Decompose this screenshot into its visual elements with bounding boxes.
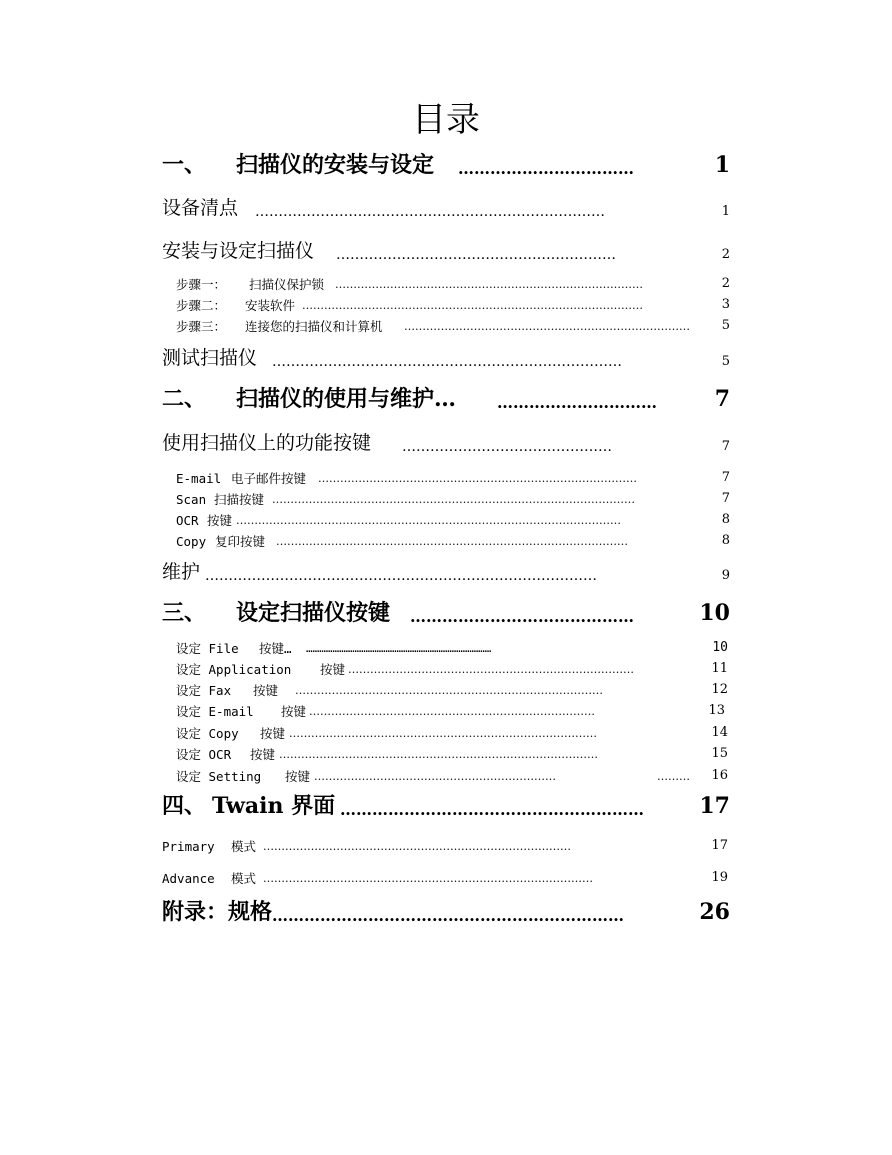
leader-dots: …………………………………………………… [336, 246, 616, 263]
mode-label: Advance [162, 870, 215, 886]
button-label: Copy [176, 533, 207, 549]
button-label: E-mail [176, 470, 222, 486]
setting-title: 按键 [320, 661, 346, 677]
leader-dots: ………………………………………………………… [272, 905, 624, 925]
leader-dots: ………………………………………………… [340, 799, 644, 819]
section-number: 四、 [162, 792, 207, 819]
toc-entry-equipment-check[interactable] [0, 192, 892, 220]
toc-section-4[interactable] [0, 791, 892, 819]
leader-dots: …………………………………………………………………………… [279, 748, 598, 762]
page-number: 14 [711, 725, 728, 741]
toc-button-copy[interactable] [0, 521, 892, 549]
step-title: 安装软件 [245, 297, 296, 313]
leader-dots: ………………………………………………………………………… [306, 642, 492, 656]
toc-entry-install-setup[interactable] [0, 235, 892, 263]
leader-dots: …………………………………………………………………… [348, 663, 634, 677]
toc-mode-primary[interactable] [0, 826, 892, 854]
leader-dots: ………………………………………………………………………… [335, 278, 643, 292]
page-number: 7 [721, 470, 730, 486]
page-number: 3 [721, 297, 730, 313]
mode-title: 模式 [231, 838, 257, 854]
toc-setting-setting[interactable] [0, 756, 892, 784]
toc-section-3[interactable] [0, 598, 892, 626]
step-label: 步骤二： [176, 297, 227, 313]
section-title: 扫描仪的安装与设定 [236, 151, 435, 178]
toc-entry-maintenance[interactable] [0, 556, 892, 584]
button-label: Scan [176, 491, 207, 507]
page-number: 26 [699, 898, 730, 925]
section-number: 二、 [162, 385, 207, 412]
section-title: Twain 界面 [212, 792, 336, 819]
page-number: 15 [711, 746, 728, 762]
page-number: 5 [721, 354, 730, 370]
page-number: 7 [721, 491, 730, 507]
leader-dots: …………………………………………………………………………………… [276, 535, 628, 549]
page-number: 13 [708, 703, 725, 719]
page-number: 19 [711, 870, 728, 886]
entry-title: 设备清点 [162, 197, 239, 220]
page-number: 16 [711, 768, 728, 784]
setting-label: 设定 Setting [176, 768, 262, 784]
entry-title: 维护 [162, 561, 201, 584]
entry-title: 使用扫描仪上的功能按键 [162, 432, 372, 455]
step-label: 步骤三： [176, 318, 227, 334]
mode-title: 模式 [231, 870, 257, 886]
step-title: 连接您的扫描仪和计算机 [245, 318, 383, 334]
leader-dots: ………………………… [497, 392, 657, 412]
button-label: OCR [176, 512, 199, 528]
toc-step-3[interactable] [0, 306, 892, 334]
leader-dots: …………………………… [458, 158, 634, 178]
setting-title: 按键 [253, 682, 279, 698]
entry-title: 测试扫描仪 [162, 347, 258, 370]
page-number: 8 [721, 512, 730, 528]
toc-entry-test-scanner[interactable] [0, 342, 892, 370]
leader-dots: ……………………………………………………………………………… [263, 872, 593, 886]
toc-mode-advance[interactable] [0, 858, 892, 886]
page-number: 1 [714, 151, 730, 178]
page-number: 10 [712, 640, 728, 656]
toc-section-2[interactable] [0, 384, 892, 412]
leader-dots: ……………………………………………………………………………………… [272, 493, 635, 507]
setting-label: 设定 File [176, 640, 239, 656]
setting-label: 设定 E-mail [176, 703, 254, 719]
page-number: 17 [699, 792, 730, 819]
step-title: 扫描仪保护锁 [249, 276, 325, 292]
leader-dots: ………………………………………………………………………… [289, 727, 597, 741]
section-title: 设定扫描仪按键 [236, 599, 391, 626]
setting-title: 按键 [250, 746, 276, 762]
leader-dots: …………………………………………………………………………… [318, 472, 637, 486]
mode-label: Primary [162, 838, 215, 854]
toc-entry-function-buttons[interactable] [0, 427, 892, 455]
step-label: 步骤一： [176, 276, 227, 292]
section-number: 三、 [162, 599, 207, 626]
toc-section-1[interactable] [0, 150, 892, 178]
section-title: 扫描仪的使用与维护… [236, 385, 457, 412]
setting-title: 按键 [281, 703, 307, 719]
setting-label: 设定 OCR [176, 746, 232, 762]
page-title: 目录 [412, 100, 480, 140]
button-title: 扫描按键 [214, 491, 265, 507]
setting-title: 按键… [259, 640, 292, 656]
leader-dots: ………………………………………………………………… [255, 203, 605, 220]
page-number: 5 [721, 318, 730, 334]
setting-label: 设定 Fax [176, 682, 232, 698]
section-number: 一、 [162, 151, 207, 178]
page-number: 8 [721, 533, 730, 549]
page-number: 12 [711, 682, 728, 698]
button-title: 电子邮件按键 [231, 470, 307, 486]
leader-dots: ………………………………………………………………… [272, 353, 622, 370]
leader-dots: ………………………………………………………………………… [295, 684, 603, 698]
appendix-title: 附录：规格 [162, 898, 273, 925]
setting-title: 按键 [260, 725, 286, 741]
leader-dots: ………………………………………………………………………… [263, 840, 571, 854]
page-number: 10 [699, 599, 730, 626]
leader-dots: …………………………………………………………………… [309, 705, 595, 719]
leader-dots: ………………………………………………………………………… [205, 567, 597, 584]
toc-appendix[interactable] [0, 897, 892, 925]
button-title: 按键 [207, 512, 233, 528]
page-number: 7 [714, 385, 730, 412]
button-title: 复印按键 [215, 533, 266, 549]
setting-label: 设定 Application [176, 661, 292, 677]
page-number: 7 [721, 439, 730, 455]
page-number: 1 [721, 204, 730, 220]
leader-dots-extra: ……… [657, 770, 690, 784]
leader-dots: …………………………………… [410, 606, 634, 626]
entry-title: 安装与设定扫描仪 [162, 240, 315, 263]
setting-title: 按键 [285, 768, 311, 784]
page-number: 9 [721, 568, 730, 584]
page-number: 2 [721, 276, 730, 292]
page-number: 17 [711, 838, 728, 854]
leader-dots: ………………………………………………………… [314, 770, 556, 784]
leader-dots: ………………………………………………………………………………… [302, 299, 643, 313]
leader-dots: …………………………………………………………………… [404, 320, 690, 334]
page-number: 11 [711, 661, 728, 677]
page-number: 2 [721, 247, 730, 263]
leader-dots: ……………………………………… [402, 438, 612, 455]
setting-label: 设定 Copy [176, 725, 239, 741]
leader-dots: …………………………………………………………………………………………… [236, 514, 621, 528]
